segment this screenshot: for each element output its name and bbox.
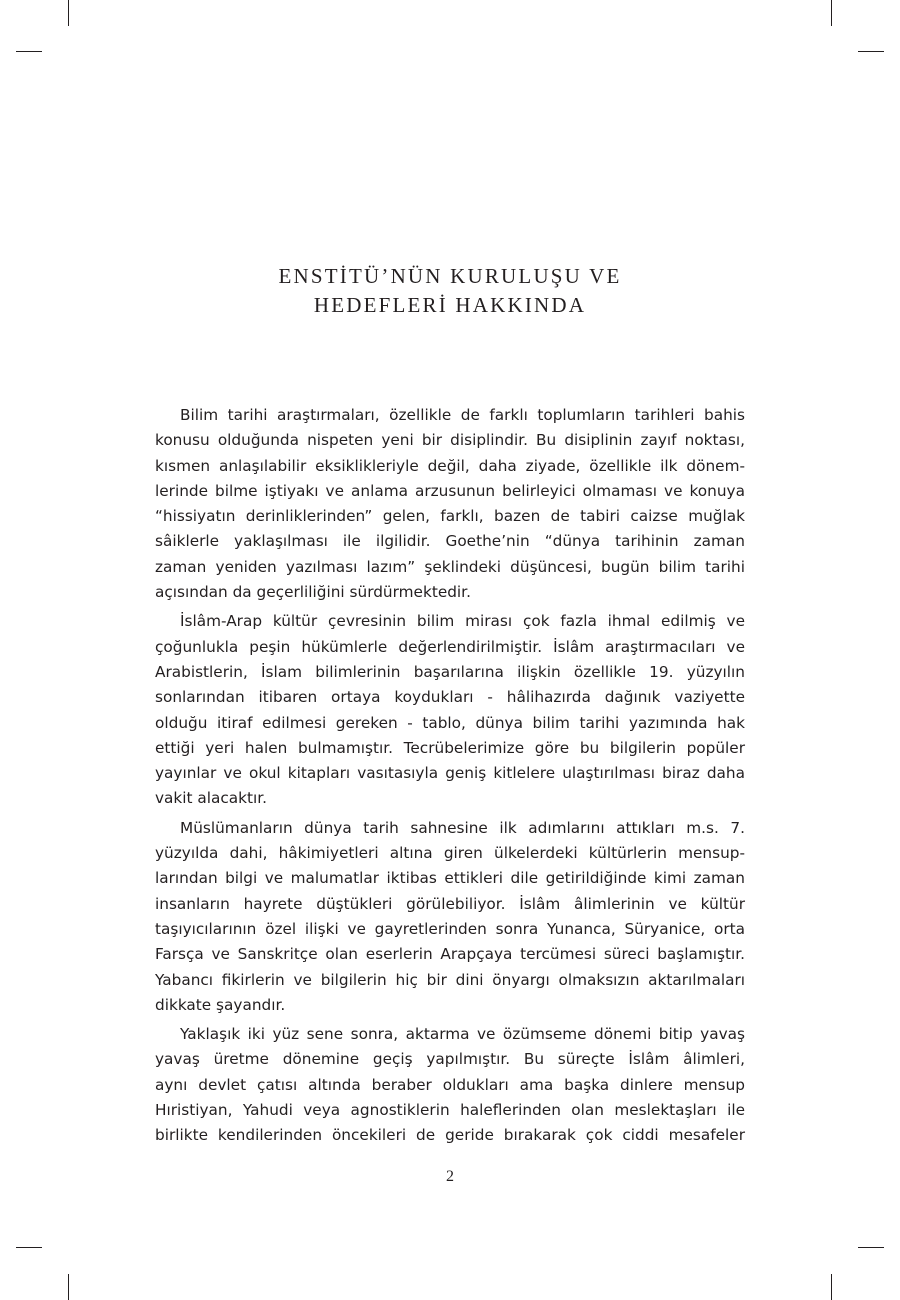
- text-line: Arabistlerin, İslam bilimlerinin başarılarına ilişkin özellikle 19. yüzyılın: [155, 662, 745, 681]
- text-line: birlikte kendilerinden öncekileri de geride bırakarak çok ciddi mesafeler: [155, 1126, 745, 1145]
- text-line: dikkate şayandır.: [155, 995, 286, 1014]
- crop-mark-bottom-right: [831, 1274, 832, 1300]
- text-line: lerinde bilme iştiyakı ve anlama arzusunun belirleyici olmaması ve konuya: [155, 481, 745, 500]
- text-line: İslâm-Arap kültür çevresinin bilim mirası çok fazla ihmal edilmiş ve: [180, 612, 745, 631]
- chapter-title-line-1: ENSTİTÜ’NÜN KURULUŞU VE: [278, 264, 622, 288]
- text-line: sonlarından itibaren ortaya koydukları - hâlihazırda dağınık vaziyette: [155, 688, 745, 707]
- crop-mark-top-left: [68, 0, 69, 26]
- text-line: yavaş üretme dönemine geçiş yapılmıştır. Bu süreçte İslâm âlimleri,: [155, 1050, 745, 1069]
- chapter-title-line-2: HEDEFLERİ HAKKINDA: [313, 293, 587, 317]
- body-text: [155, 403, 745, 1153]
- page-number: 2: [446, 1168, 454, 1185]
- paragraph-2: [155, 609, 745, 811]
- crop-mark-left-top: [16, 51, 42, 52]
- text-line: insanların hayrete düştükleri görülebiliyor. İslâm âlimlerinin ve kültür: [155, 894, 745, 913]
- text-line: Müslümanların dünya tarih sahnesine ilk adımlarını attıkları m.s. 7.: [180, 818, 745, 837]
- crop-mark-right-bottom: [858, 1247, 884, 1248]
- text-line: çoğunlukla peşin hükümlerle değerlendirilmiştir. İslâm araştırmacıları ve: [155, 637, 745, 656]
- text-line: Bilim tarihi araştırmaları, özellikle de farklı toplumların tarihleri bahis: [180, 406, 745, 424]
- text-line: yayınlar ve okul kitapları vasıtasıyla geniş kitlelere ulaştırılması biraz daha: [155, 764, 745, 783]
- text-line: “hissiyatın derinliklerinden” gelen, farklı, bazen de tabiri caizse muğlak: [155, 507, 745, 526]
- crop-mark-bottom-left: [68, 1274, 69, 1300]
- text-line: Farsça ve Sanskritçe olan eserlerin Arapçaya tercümesi süreci başlamıştır.: [155, 945, 745, 964]
- text-line: aynı devlet çatısı altında beraber oldukları ama başka dinlere mensup: [155, 1075, 745, 1094]
- text-line: Yabancı fikirlerin ve bilgilerin hiç bir dini önyargı olmaksızın aktarılmaları: [155, 970, 745, 989]
- crop-mark-right-top: [858, 51, 884, 52]
- crop-mark-left-bottom: [16, 1247, 42, 1248]
- text-line: vakit alacaktır.: [155, 789, 268, 808]
- text-line: larından bilgi ve malumatlar iktibas ettikleri dile getirildiğinde kimi zaman: [155, 869, 745, 888]
- chapter-title: [0, 262, 900, 320]
- text-line: konusu olduğunda nispeten yeni bir disiplindir. Bu disiplinin zayıf noktası,: [155, 431, 745, 450]
- paragraph-1: [155, 403, 745, 605]
- text-line: yüzyılda dahi, hâkimiyetleri altına giren ülkelerdeki kültürlerin mensup-: [155, 844, 745, 863]
- text-line: kısmen anlaşılabilir eksiklikleriyle değil, daha ziyade, özellikle ilk dönem-: [155, 456, 745, 475]
- paragraph-4: [155, 1022, 745, 1148]
- text-line: Hıristiyan, Yahudi veya agnostiklerin haleflerinden olan meslektaşları ile: [155, 1101, 745, 1120]
- text-line: açısından da geçerliliğini sürdürmektedir.: [155, 583, 471, 602]
- paragraph-3: [155, 816, 745, 1018]
- text-line: olduğu itiraf edilmesi gereken - tablo, dünya bilim tarihi yazımında hak: [155, 713, 745, 732]
- text-line: taşıyıcılarının özel ilişki ve gayretlerinden sonra Yunanca, Süryanice, orta: [155, 919, 745, 938]
- text-line: zaman yeniden yazılması lazım” şeklindeki düşüncesi, bugün bilim tarihi: [155, 557, 745, 576]
- text-line: Yaklaşık iki yüz sene sonra, aktarma ve özümseme dönemi bitip yavaş: [180, 1025, 745, 1044]
- text-line: ettiği yeri halen bulmamıştır. Tecrübelerimize göre bu bilgilerin popüler: [155, 738, 745, 757]
- text-line: sâiklerle yaklaşılması ile ilgilidir. Goethe’nin “dünya tarihinin zaman: [155, 532, 745, 551]
- crop-mark-top-right: [831, 0, 832, 26]
